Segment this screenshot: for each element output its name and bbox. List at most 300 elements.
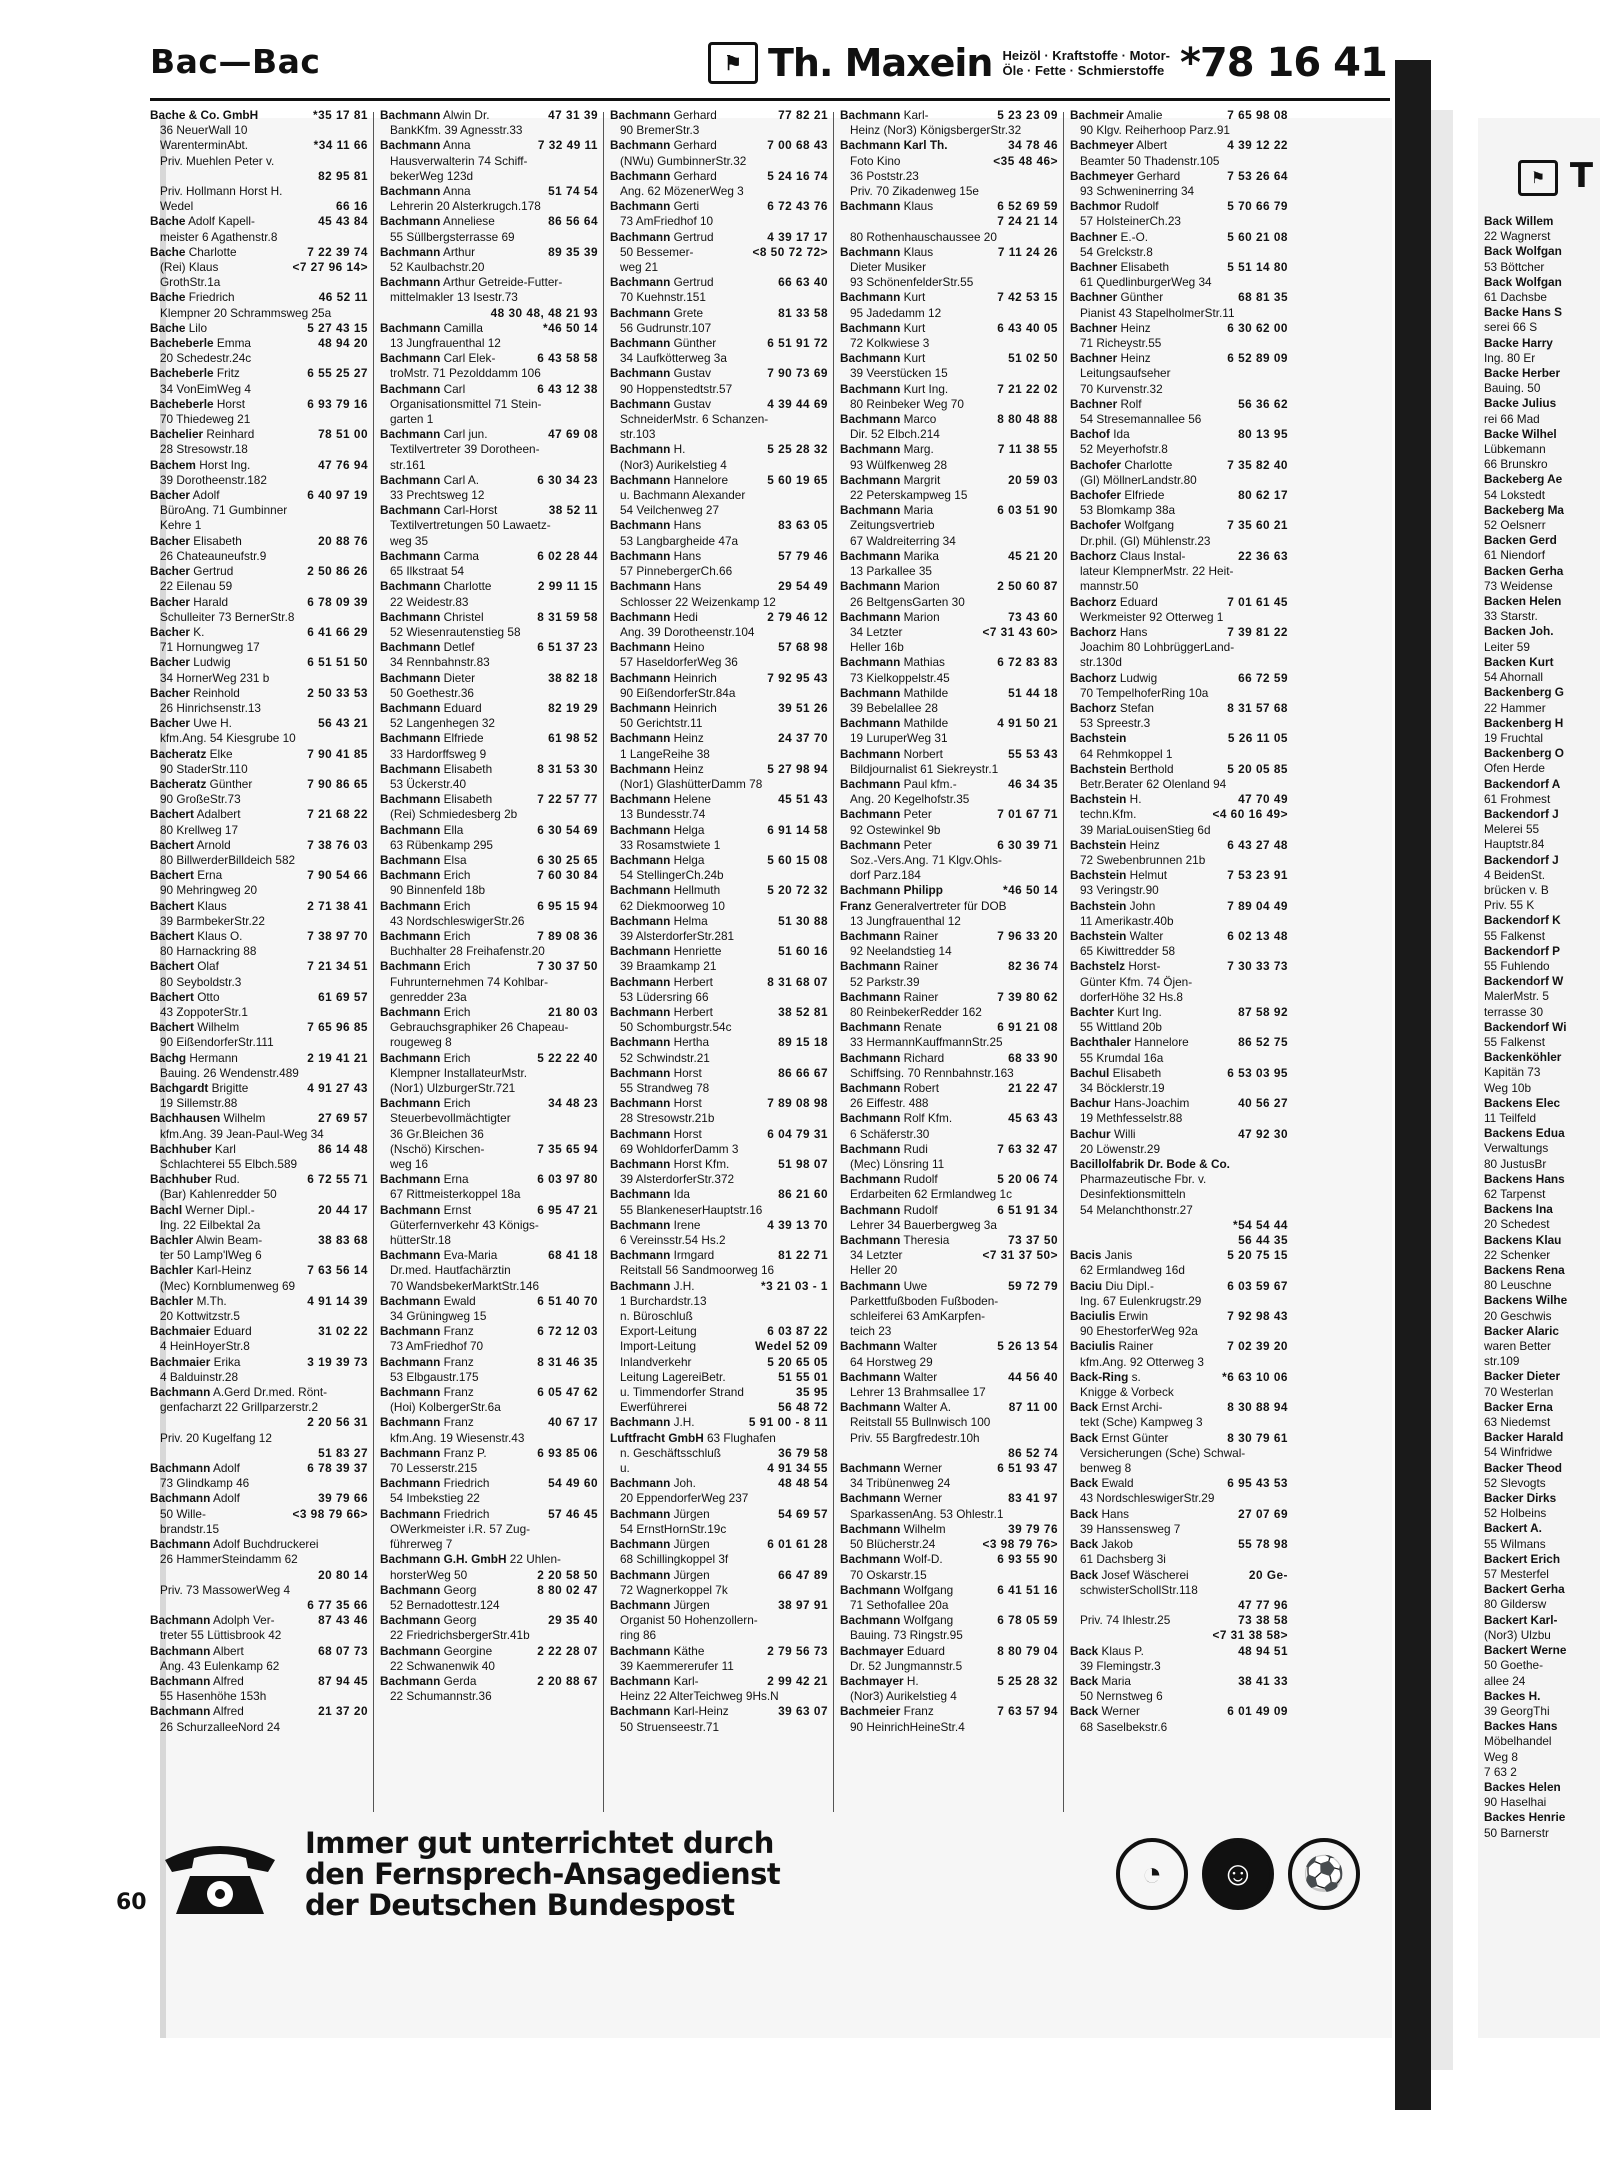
phone-number: 7 92 98 43 xyxy=(1227,1309,1288,1324)
directory-entry xyxy=(610,488,828,503)
phone-number: 7 21 34 51 xyxy=(307,959,368,974)
entry-details: 52 Parkstr.39 xyxy=(850,974,920,989)
directory-entry xyxy=(610,686,828,701)
directory-entry xyxy=(840,1628,1058,1643)
entry-details: Klempner 20 Schrammsweg 25a xyxy=(160,305,332,320)
directory-entry xyxy=(1070,382,1288,397)
entry-details: Gerhard xyxy=(673,168,717,183)
directory-entry xyxy=(1070,366,1288,381)
phone-number: 27 07 69 xyxy=(1238,1506,1288,1521)
directory-entry xyxy=(840,1537,1058,1552)
next-page-line: Backe Wilhel xyxy=(1484,426,1557,441)
directory-entry xyxy=(1070,990,1288,1005)
directory-entry xyxy=(150,488,368,503)
directory-entry xyxy=(380,442,598,457)
directory-entry xyxy=(380,1613,598,1628)
entry-surname: Bachmann xyxy=(610,366,671,381)
phone-number: 6 78 09 39 xyxy=(307,594,368,609)
entry-details: 52 Bernadottestr.124 xyxy=(390,1597,500,1612)
phone-number: 5 60 15 08 xyxy=(767,852,828,867)
entry-surname: Bachmann xyxy=(610,1096,671,1111)
directory-entry xyxy=(150,716,368,731)
entry-details: WarenterminAbt. xyxy=(160,138,249,153)
directory-entry xyxy=(610,853,828,868)
directory-entry xyxy=(1070,1172,1288,1187)
entry-details: Christel xyxy=(443,609,484,624)
entry-details: Heinz xyxy=(673,761,704,776)
directory-entry xyxy=(380,382,598,397)
entry-details: Klaus xyxy=(903,244,934,259)
entry-details: Mathilde xyxy=(903,685,949,700)
directory-entry xyxy=(150,777,368,792)
directory-entry xyxy=(150,944,368,959)
entry-details: 63 Flughafen xyxy=(707,1430,776,1445)
directory-entry xyxy=(1070,1187,1288,1202)
entry-details: Import-Leitung xyxy=(620,1339,697,1354)
directory-entry xyxy=(1070,1522,1288,1537)
directory-entry xyxy=(150,914,368,929)
entry-details: Theresia xyxy=(903,1233,950,1248)
directory-entry xyxy=(610,123,828,138)
phone-number: 4 39 13 70 xyxy=(767,1217,828,1232)
directory-entry xyxy=(380,899,598,914)
entry-details: Klaus P. xyxy=(1101,1643,1144,1658)
entry-details: Carl-Horst xyxy=(443,503,498,518)
phone-number: 5 20 06 74 xyxy=(997,1172,1058,1187)
flag-logo-icon: ⚑ xyxy=(708,42,758,84)
entry-details: 11 Amerikastr.40b xyxy=(1080,913,1174,928)
entry-details: 52 Kaulbachstr.20 xyxy=(390,260,485,275)
entry-details: Gertrud xyxy=(673,229,714,244)
entry-details: 90 Hoppenstedtstr.57 xyxy=(620,381,733,396)
entry-surname: Back xyxy=(1070,1506,1099,1521)
directory-entry xyxy=(610,1127,828,1142)
directory-entry xyxy=(380,1233,598,1248)
entry-details: 93 Veringstr.90 xyxy=(1080,883,1159,898)
entry-details: 19 Sillemstr.88 xyxy=(160,1096,238,1111)
next-page-line: Möbelhandel xyxy=(1484,1734,1552,1749)
entry-surname: Bachmann xyxy=(840,1613,901,1628)
entry-surname: Bachner xyxy=(1070,229,1118,244)
phone-number: *46 50 14 xyxy=(542,320,598,335)
entry-surname: Bachstein xyxy=(1070,898,1127,913)
entry-details: Ang. 20 Kegelhofstr.35 xyxy=(850,792,970,807)
directory-entry xyxy=(610,777,828,792)
next-page-line: Backenberg G xyxy=(1484,685,1564,700)
directory-entry xyxy=(840,518,1058,533)
phone-number: <7 27 96 14> xyxy=(292,260,368,275)
entry-details: Hannelore xyxy=(1134,1035,1189,1050)
entry-surname: Bachmann xyxy=(840,1491,901,1506)
directory-entry xyxy=(610,1476,828,1491)
entry-details: 67 Rittmeisterkoppel 18a xyxy=(390,1187,521,1202)
directory-entry xyxy=(1070,1385,1288,1400)
entry-details: Maria xyxy=(1101,1673,1131,1688)
entry-surname: Back xyxy=(1070,1537,1099,1552)
phone-number: 6 91 14 58 xyxy=(767,822,828,837)
entry-details: Richard xyxy=(903,1050,945,1065)
phone-number: 7 30 33 73 xyxy=(1227,959,1288,974)
entry-details: 62 Diekmoorweg 10 xyxy=(620,898,725,913)
entry-details: bekerWeg 123d xyxy=(390,168,474,183)
phone-number: 8 31 57 68 xyxy=(1227,700,1288,715)
directory-entry xyxy=(1070,1644,1288,1659)
phone-number: 7 01 67 71 xyxy=(997,807,1058,822)
directory-columns xyxy=(150,108,1390,1808)
entry-surname: Bachert xyxy=(150,898,194,913)
entry-surname: Bachmann xyxy=(380,1096,441,1111)
directory-entry xyxy=(610,944,828,959)
entry-details: str.161 xyxy=(390,457,426,472)
entry-details: Heller 20 xyxy=(850,1263,898,1278)
phone-number: 48 48 54 xyxy=(778,1476,828,1491)
directory-entry xyxy=(380,625,598,640)
entry-surname: Bachstein xyxy=(1070,761,1127,776)
directory-entry xyxy=(380,1339,598,1354)
directory-entry xyxy=(840,731,1058,746)
directory-entry xyxy=(380,1172,598,1187)
entry-details: Erika xyxy=(213,1354,241,1369)
entry-surname: Bachmann xyxy=(150,1613,211,1628)
directory-entry xyxy=(610,1537,828,1552)
directory-entry xyxy=(1070,564,1288,579)
entry-details: 22 Schumannstr.36 xyxy=(390,1689,492,1704)
entry-surname: Bachmann xyxy=(380,1506,441,1521)
entry-details: Wolfgang xyxy=(903,1613,954,1628)
directory-entry xyxy=(840,1476,1058,1491)
entry-details: Günther xyxy=(209,776,253,791)
next-page-line: 57 Mesterfel xyxy=(1484,1567,1549,1582)
entry-details: Eduard xyxy=(443,700,482,715)
phone-number: 2 20 56 31 xyxy=(307,1415,368,1430)
entry-details: 52 Langenhegen 32 xyxy=(390,716,495,731)
next-page-line: Backes Hans xyxy=(1484,1719,1558,1734)
directory-entry xyxy=(380,1355,598,1370)
entry-details: Adolph Ver- xyxy=(212,1613,275,1628)
directory-entry xyxy=(380,336,598,351)
directory-entry xyxy=(1070,1628,1288,1643)
entry-surname: Bachner xyxy=(1070,260,1118,275)
directory-entry xyxy=(1070,1218,1288,1233)
directory-entry xyxy=(380,1294,598,1309)
next-page-line: terrasse 30 xyxy=(1484,1004,1544,1019)
phone-number: 51 83 27 xyxy=(318,1445,368,1460)
directory-entry xyxy=(840,397,1058,412)
entry-details: 26 Eiffestr. 488 xyxy=(850,1096,929,1111)
entry-surname: Bachmann xyxy=(840,609,901,624)
phone-number: 54 49 60 xyxy=(548,1476,598,1491)
entry-surname: Bachmann xyxy=(610,761,671,776)
banner-text xyxy=(305,1828,780,1921)
directory-entry xyxy=(150,1583,368,1598)
entry-surname: Bachmaier xyxy=(150,1354,211,1369)
phone-number: 7 32 49 11 xyxy=(537,138,598,153)
directory-entry xyxy=(840,640,1058,655)
directory-entry xyxy=(610,1051,828,1066)
entry-details: 71 Hornungweg 17 xyxy=(160,640,260,655)
directory-entry xyxy=(150,397,368,412)
phone-number: 86 21 60 xyxy=(778,1187,828,1202)
directory-entry xyxy=(380,184,598,199)
next-page-line: 61 Dachsbe xyxy=(1484,290,1547,305)
directory-entry xyxy=(1070,1081,1288,1096)
entry-details: Joachim 80 LohbrüggerLand- xyxy=(1080,640,1235,655)
phone-number: 6 72 43 76 xyxy=(767,199,828,214)
phone-number: 38 82 18 xyxy=(548,670,598,685)
entry-details: Brigitte xyxy=(211,1081,249,1095)
directory-entry xyxy=(380,807,598,822)
entry-surname: Bachmann xyxy=(610,883,671,898)
phone-number: 45 63 43 xyxy=(1008,1111,1058,1126)
directory-entry xyxy=(380,838,598,853)
entry-details: Elisabeth xyxy=(193,533,242,548)
banner-line-2: den Fernsprech-Ansagedienst xyxy=(305,1857,781,1891)
entry-details: 93 Schweninerring 34 xyxy=(1080,184,1195,199)
entry-details: 72 Swebenbrunnen 21b xyxy=(1080,852,1206,867)
next-page-line: 55 Falkenst xyxy=(1484,928,1545,943)
directory-entry xyxy=(1070,1491,1288,1506)
directory-entry xyxy=(840,351,1058,366)
directory-entry xyxy=(840,1096,1058,1111)
phone-number: 68 07 73 xyxy=(318,1643,368,1658)
directory-entry xyxy=(150,792,368,807)
entry-details: Kurt xyxy=(903,351,926,366)
entry-details: 55 BlankeneserHauptstr.16 xyxy=(620,1202,763,1217)
entry-surname: Bachmann Philipp xyxy=(840,883,943,898)
directory-entry xyxy=(1070,1507,1288,1522)
entry-details: 90 Klgv. Reiherhoop Parz.91 xyxy=(1080,123,1230,138)
entry-surname: Bachstelz xyxy=(1070,959,1126,974)
entry-details: Irmgard xyxy=(673,1248,715,1263)
entry-details: kfm.Ang. 39 Jean-Paul-Weg 34 xyxy=(160,1126,324,1141)
entry-surname: Bachmann xyxy=(380,670,441,685)
entry-details: schleiferei 63 AmKarpfen- xyxy=(850,1309,986,1324)
entry-details: 39 Veerstücken 15 xyxy=(850,366,948,381)
entry-surname: Bachmann xyxy=(840,472,901,487)
entry-surname: Bachmann xyxy=(610,336,671,351)
entry-details: Harald xyxy=(193,594,229,609)
directory-entry xyxy=(380,1066,598,1081)
phone-number: *6 63 10 06 xyxy=(1222,1369,1288,1384)
phone-number: 4 91 27 43 xyxy=(307,1081,368,1095)
entry-surname: Bachmann xyxy=(840,290,901,305)
directory-entry xyxy=(1070,1568,1288,1583)
directory-entry xyxy=(380,290,598,305)
entry-details: Helga xyxy=(673,852,705,867)
phone-number: 6 51 40 70 xyxy=(537,1293,598,1308)
phone-number: 83 41 97 xyxy=(1008,1491,1058,1506)
directory-entry xyxy=(1070,1415,1288,1430)
phone-number: 7 89 04 49 xyxy=(1227,898,1288,913)
entry-details: Kurt Ing. xyxy=(1117,1004,1162,1019)
directory-entry xyxy=(150,549,368,564)
entry-surname: Bachem xyxy=(150,457,196,472)
directory-entry xyxy=(1070,701,1288,716)
phone-number: 20 80 14 xyxy=(318,1567,368,1582)
directory-entry xyxy=(840,610,1058,625)
entry-details: A.Gerd Dr.med. Rönt- xyxy=(212,1385,328,1400)
entry-details: Adolf xyxy=(212,1491,240,1506)
directory-entry xyxy=(150,1324,368,1339)
entry-details: Rudolf xyxy=(903,1202,938,1217)
directory-entry xyxy=(610,397,828,412)
entry-details: 80 Seyboldstr.3 xyxy=(160,974,242,989)
directory-entry xyxy=(840,1415,1058,1430)
next-page-line: Ofen Herde xyxy=(1484,761,1545,776)
entry-details: 90 Mehringweg 20 xyxy=(160,883,258,898)
directory-entry xyxy=(610,640,828,655)
next-page-line: 54 Lokstedt xyxy=(1484,487,1545,502)
entry-surname: Bachmann xyxy=(380,959,441,974)
phone-number: 24 37 70 xyxy=(778,731,828,746)
directory-entry xyxy=(380,975,598,990)
entry-details: 72 Wagnerkoppel 7k xyxy=(620,1582,728,1597)
entry-details: Heinz xyxy=(1120,320,1151,335)
phone-number: 6 78 05 59 xyxy=(997,1613,1058,1628)
phone-number: 73 43 60 xyxy=(1008,609,1058,624)
directory-entry xyxy=(840,1613,1058,1628)
entry-surname: Bachmann xyxy=(380,1582,441,1597)
entry-details: 72 Kolkwiese 3 xyxy=(850,336,930,351)
entry-details: Helene xyxy=(673,792,711,807)
entry-details: führerweg 7 xyxy=(390,1537,453,1552)
entry-details: BüroAng. 71 Gumbinner xyxy=(160,503,288,518)
next-page-line: Lübkemann xyxy=(1484,442,1546,457)
directory-entry xyxy=(1070,442,1288,457)
phone-number: 6 02 28 44 xyxy=(537,548,598,563)
phone-number: 5 23 23 09 xyxy=(997,108,1058,122)
entry-surname: Bachmann xyxy=(380,184,441,199)
directory-entry xyxy=(1070,868,1288,883)
directory-entry xyxy=(1070,1066,1288,1081)
directory-entry xyxy=(840,1233,1058,1248)
entry-surname: Bachofer xyxy=(1070,518,1122,533)
next-page-line: Backendorf J xyxy=(1484,806,1559,821)
phone-number: 6 30 25 65 xyxy=(537,852,598,867)
directory-entry xyxy=(610,1552,828,1567)
header-rule xyxy=(150,98,1390,101)
entry-details: mannstr.50 xyxy=(1080,579,1139,594)
phone-number: 7 21 22 02 xyxy=(997,381,1058,396)
directory-entry xyxy=(380,1628,598,1643)
entry-details: Heino xyxy=(673,640,705,655)
entry-details: Hans xyxy=(1119,624,1148,639)
directory-entry xyxy=(380,366,598,381)
phone-number: 55 78 98 xyxy=(1238,1537,1288,1552)
entry-surname: Bachmann xyxy=(840,381,901,396)
entry-surname: Bachmeyer xyxy=(1070,168,1134,183)
directory-entry xyxy=(150,1339,368,1354)
next-page-line: Backenköhler xyxy=(1484,1050,1562,1065)
phone-number: 7 63 32 47 xyxy=(997,1141,1058,1156)
entry-details: 22 Schwanenwik 40 xyxy=(390,1658,495,1673)
phone-number: 59 72 79 xyxy=(1008,1278,1058,1293)
next-page-line: 52 Slevogts xyxy=(1484,1475,1546,1490)
directory-entry xyxy=(380,199,598,214)
directory-entry xyxy=(840,747,1058,762)
next-page-line: Melerei 55 xyxy=(1484,822,1540,837)
directory-entry xyxy=(840,1431,1058,1446)
entry-surname: Bachmann xyxy=(150,1385,211,1400)
entry-surname: Bacher xyxy=(150,488,190,503)
directory-entry xyxy=(150,1005,368,1020)
phone-number: <8 50 72 72> xyxy=(752,244,828,259)
entry-details: 55 Hasenhöhe 153h xyxy=(160,1689,267,1704)
directory-entry xyxy=(610,275,828,290)
entry-surname: Bachmann xyxy=(840,442,901,457)
entry-details: Heinz (Nor3) KönigsbergerStr.32 xyxy=(850,123,1022,138)
directory-entry xyxy=(1070,975,1288,990)
phone-number: 5 27 43 15 xyxy=(307,320,368,335)
directory-entry xyxy=(1070,1583,1288,1598)
entry-surname: Bachmann xyxy=(610,1187,671,1202)
directory-entry xyxy=(610,564,828,579)
directory-entry xyxy=(610,1309,828,1324)
entry-details: 50 Goethestr.36 xyxy=(390,685,474,700)
phone-number: 2 79 46 12 xyxy=(767,609,828,624)
entry-details: 50 Schomburgstr.54c xyxy=(620,1020,732,1035)
entry-surname: Back xyxy=(1070,1643,1099,1658)
directory-entry xyxy=(610,1431,828,1446)
next-page-line: Hauptstr.84 xyxy=(1484,837,1545,852)
directory-entry xyxy=(610,792,828,807)
brand-products xyxy=(1002,48,1170,78)
directory-entry xyxy=(380,1051,598,1066)
directory-entry xyxy=(1070,1537,1288,1552)
directory-entry xyxy=(380,123,598,138)
entry-surname: Bachmann xyxy=(840,1081,901,1095)
directory-entry xyxy=(150,154,368,169)
entry-details: 39 BarmbekerStr.22 xyxy=(160,913,265,928)
directory-entry xyxy=(380,534,598,549)
entry-details: Norbert xyxy=(903,746,943,761)
next-page-line: 4 BeidenSt. xyxy=(1484,867,1545,882)
directory-entry xyxy=(150,503,368,518)
entry-details: ter 50 Lamp'lWeg 6 xyxy=(160,1248,262,1263)
entry-details: Günter Kfm. 74 Öjen- xyxy=(1080,974,1193,989)
entry-surname: Bachmann xyxy=(380,1293,441,1308)
directory-entry xyxy=(610,549,828,564)
entry-details: J.H. xyxy=(673,1278,695,1293)
entry-details: 57 HolsteinerCh.23 xyxy=(1080,214,1181,229)
directory-entry xyxy=(1070,747,1288,762)
entry-details: 70 WandsbekerMarktStr.146 xyxy=(390,1278,540,1293)
entry-details: Franz P. xyxy=(443,1445,487,1460)
entry-details: Elisabeth xyxy=(443,761,493,776)
entry-surname: Bachmann xyxy=(150,1643,211,1658)
phone-number: 68 81 35 xyxy=(1238,290,1288,305)
directory-entry xyxy=(610,625,828,640)
phone-number: 45 43 84 xyxy=(318,214,368,229)
directory-entry xyxy=(380,214,598,229)
directory-entry xyxy=(840,275,1058,290)
entry-surname: Bachner xyxy=(1070,290,1118,305)
directory-entry xyxy=(380,1552,598,1567)
entry-details: Hertha xyxy=(673,1035,710,1050)
directory-entry xyxy=(840,1263,1058,1278)
directory-entry xyxy=(840,1142,1058,1157)
phone-number: 6 43 27 48 xyxy=(1227,837,1288,852)
entry-surname: Bachmann xyxy=(380,1673,441,1688)
next-page-line: Back Willem xyxy=(1484,214,1554,228)
entry-surname: Bacheberle xyxy=(150,396,214,411)
entry-details: 70 Kurvenstr.32 xyxy=(1080,381,1163,396)
phone-number: 6 51 37 23 xyxy=(537,640,598,655)
directory-entry xyxy=(840,823,1058,838)
phone-number: 55 53 43 xyxy=(1008,746,1058,761)
entry-details: Reinhard xyxy=(206,427,255,442)
entry-details: 36 Gr.Bleichen 36 xyxy=(390,1126,484,1141)
